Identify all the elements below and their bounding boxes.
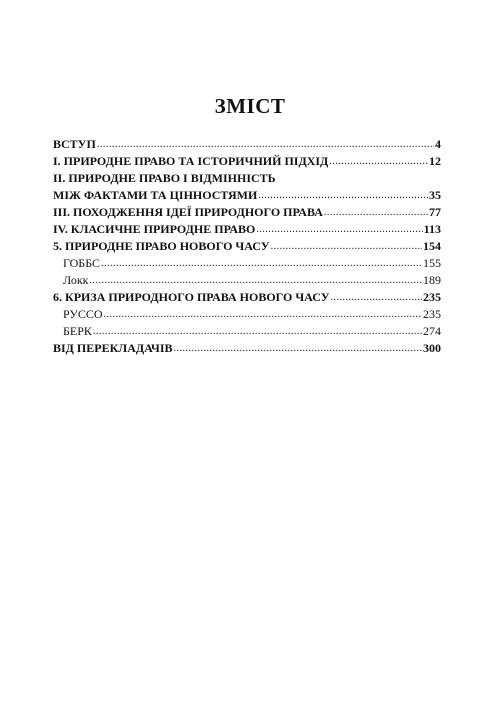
toc-entry-title: 5. ПРИРОДНЕ ПРАВО НОВОГО ЧАСУ bbox=[53, 239, 270, 253]
toc-entry-page: 12 bbox=[429, 154, 441, 168]
toc-entry[interactable] bbox=[53, 187, 441, 204]
dot-leader bbox=[90, 272, 423, 289]
toc-subentry[interactable] bbox=[53, 306, 441, 323]
toc-entry-page: 274 bbox=[423, 324, 441, 338]
toc-entry-page: 300 bbox=[423, 341, 441, 355]
toc-entry[interactable] bbox=[53, 153, 441, 170]
toc-entry-page: 4 bbox=[435, 137, 441, 151]
toc-entry-title: III. ПОХОДЖЕННЯ ІДЕЇ ПРИРОДНОГО ПРАВА bbox=[53, 205, 323, 219]
toc-entry-title: МІЖ ФАКТАМИ ТА ЦІННОСТЯМИ bbox=[53, 188, 258, 202]
toc-entry-title: II. ПРИРОДНЕ ПРАВО І ВІДМІННІСТЬ bbox=[53, 171, 276, 185]
toc-entry[interactable] bbox=[53, 136, 441, 153]
dot-leader bbox=[258, 187, 428, 204]
toc-entry[interactable] bbox=[53, 204, 441, 221]
dot-leader bbox=[174, 340, 423, 357]
dot-leader bbox=[97, 136, 434, 153]
dot-leader bbox=[271, 238, 422, 255]
toc-subentry[interactable] bbox=[53, 255, 441, 272]
toc-entry-title: БЕРК bbox=[63, 324, 92, 338]
dot-leader bbox=[256, 221, 422, 238]
toc-entry-title: 6. КРИЗА ПРИРОДНОГО ПРАВА НОВОГО ЧАСУ bbox=[53, 290, 330, 304]
toc-entry-title: РУССО bbox=[63, 307, 103, 321]
toc-entry-page: 113 bbox=[423, 222, 441, 236]
toc-entry-page: 235 bbox=[423, 290, 441, 304]
dot-leader bbox=[101, 255, 422, 272]
toc-entry-title: ВСТУП bbox=[53, 137, 96, 151]
table-of-contents bbox=[53, 136, 441, 357]
toc-entry-title: Локк bbox=[63, 273, 89, 287]
dot-leader bbox=[104, 306, 422, 323]
dot-leader bbox=[324, 204, 428, 221]
toc-entry[interactable] bbox=[53, 289, 441, 306]
toc-entry-title: I. ПРИРОДНЕ ПРАВО ТА ІСТОРИЧНИЙ ПІДХІД bbox=[53, 154, 329, 168]
dot-leader bbox=[331, 289, 422, 306]
toc-entry-page: 189 bbox=[423, 273, 441, 287]
toc-entry-page: 235 bbox=[423, 307, 441, 321]
toc-entry-title: ГОББС bbox=[63, 256, 101, 270]
toc-subentry[interactable] bbox=[53, 272, 441, 289]
toc-entry[interactable] bbox=[53, 170, 441, 187]
dot-leader bbox=[329, 153, 428, 170]
toc-entry-page: 155 bbox=[423, 256, 441, 270]
toc-entry-title: IV. КЛАСИЧНЕ ПРИРОДНЕ ПРАВО bbox=[53, 222, 256, 236]
page-title: ЗМІСТ bbox=[214, 94, 286, 118]
dot-leader bbox=[93, 323, 422, 340]
toc-entry-page: 35 bbox=[429, 188, 441, 202]
toc-entry-page: 77 bbox=[429, 205, 441, 219]
toc-entry[interactable] bbox=[53, 238, 441, 255]
toc-entry-title: ВІД ПЕРЕКЛАДАЧІВ bbox=[53, 341, 173, 355]
toc-entry-page: 154 bbox=[423, 239, 441, 253]
toc-entry[interactable] bbox=[53, 221, 441, 238]
toc-entry[interactable] bbox=[53, 340, 441, 357]
toc-subentry[interactable] bbox=[53, 323, 441, 340]
